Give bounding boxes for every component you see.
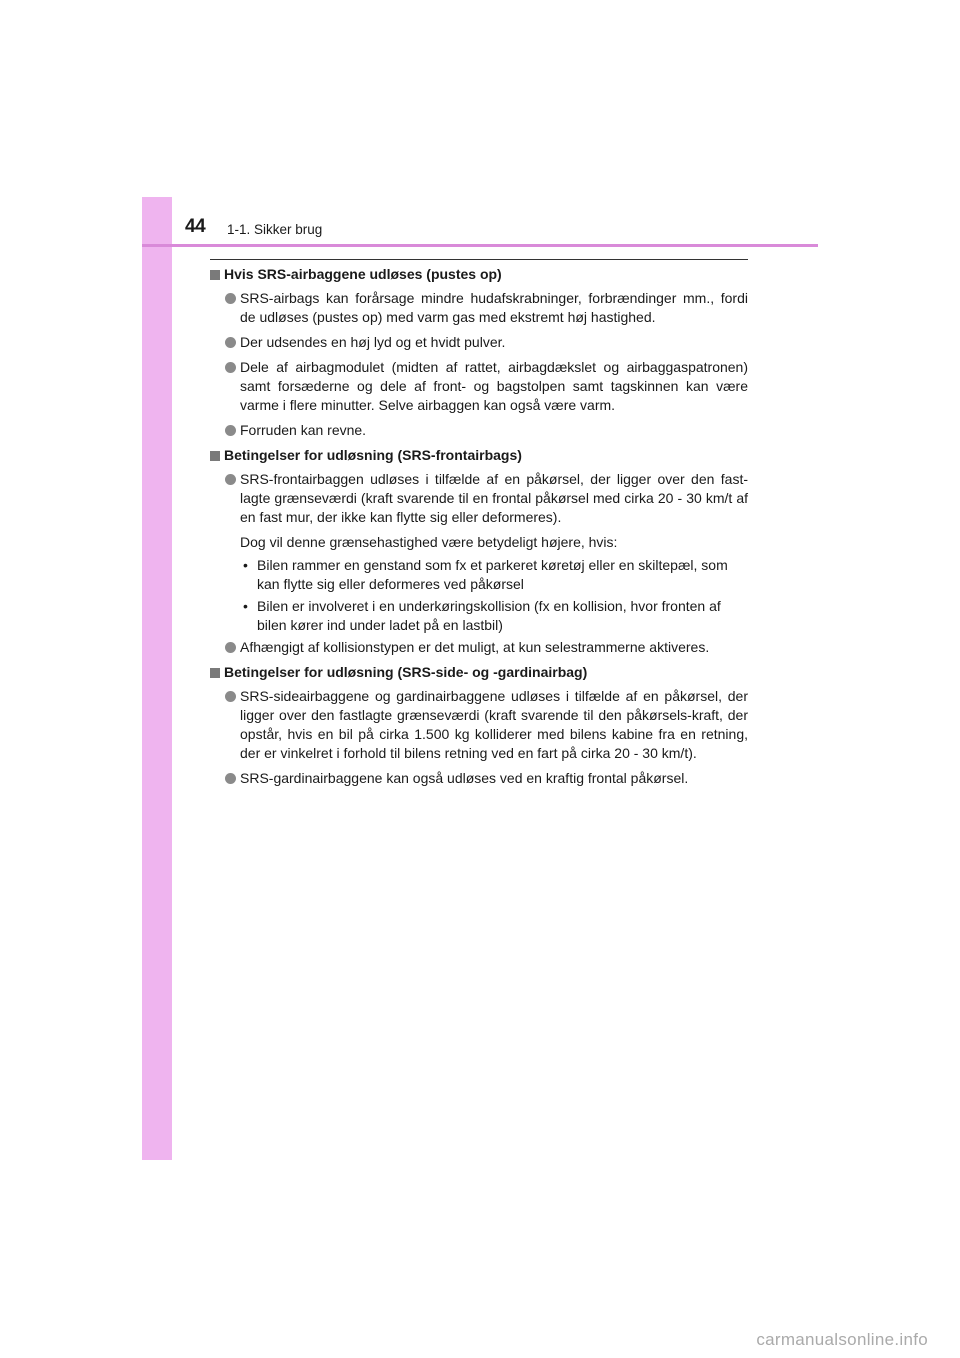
note-paragraph: Dog vil denne grænsehastighed være betydeligt højere, hvis: <box>240 534 618 550</box>
item-text: SRS-airbags kan forårsage mindre hudafskrabninger, forbrændinger mm., fordi de udløses (pustes op) med varm gas med ekstremt høj hastighed. <box>240 290 748 325</box>
item-text: SRS-frontairbaggen udløses i tilfælde af en påkørsel, der ligger over den fast-lagte grænseværdi (kraft svarende til en frontal påkørsel med cirka 20 - 30 km/t af en fast mur, der ikke kan flytte sig eller deformeres). <box>240 471 748 525</box>
list-item <box>210 333 748 352</box>
heading-text: Betingelser for udløsning (SRS-frontairbags) <box>224 447 522 463</box>
header-divider <box>142 244 818 247</box>
circle-bullet-icon <box>225 425 236 436</box>
item-text: Afhængigt af kollisionstypen er det muligt, at kun selestrammerne aktiveres. <box>240 639 710 655</box>
list-item <box>210 421 748 440</box>
page-content <box>210 265 748 794</box>
list-item <box>210 358 748 415</box>
circle-bullet-icon <box>225 337 236 348</box>
section-title: 1-1. Sikker brug <box>227 222 323 237</box>
page-number: 44 <box>185 216 206 237</box>
heading-text: Betingelser for udløsning (SRS-side- og -gardinairbag) <box>224 664 588 680</box>
heading-front-airbag-conditions <box>210 446 748 465</box>
circle-bullet-icon <box>225 642 236 653</box>
sub-list-item <box>210 556 748 594</box>
heading-side-airbag-conditions <box>210 663 748 682</box>
item-text: Dele af airbagmodulet (midten af rattet, airbagdækslet og airbaggaspatronen) samt forsæderne og dele af front- og bagstolpen samt tagskinnen kan være varme i flere minutter. Selve airbaggen kan også være varm. <box>240 359 748 413</box>
item-text: SRS-gardinairbaggene kan også udløses ved en kraftig frontal påkørsel. <box>240 770 689 786</box>
list-item <box>210 687 748 763</box>
circle-bullet-icon <box>225 293 236 304</box>
heading-text: Hvis SRS-airbaggene udløses (pustes op) <box>224 266 502 282</box>
item-text: SRS-sideairbaggene og gardinairbaggene udløses i tilfælde af en påkørsel, der ligger over den fastlagte grænseværdi (kraft svarende til den påkørsels-kraft, der opstår, hvis en bil på cirka 1.500 kg kolliderer med bilens kabine fra en retning, der er vinkelret i forhold til bilens retning ved en fart på cirka 20 - 30 km/t). <box>240 688 748 761</box>
square-bullet-icon <box>210 668 220 678</box>
sub-item-text: Bilen er involveret i en underkøringskollision (fx en kollision, hvor fronten af bilen kører ind under ladet på en lastbil) <box>257 598 721 633</box>
list-item <box>210 470 748 527</box>
watermark-text: carmanualsonline.info <box>756 1330 928 1349</box>
circle-bullet-icon <box>225 474 236 485</box>
square-bullet-icon <box>210 451 220 461</box>
sub-item-text: Bilen rammer en genstand som fx et parkeret køretøj eller en skiltepæl, som kan flytte sig eller deformeres ved påkørsel <box>257 557 728 592</box>
heading-airbag-deployed <box>210 265 748 284</box>
circle-bullet-icon <box>225 691 236 702</box>
list-item <box>210 289 748 327</box>
dot-bullet-icon: • <box>243 598 248 614</box>
list-item <box>210 638 748 657</box>
circle-bullet-icon <box>225 773 236 784</box>
item-text: Der udsendes en høj lyd og et hvidt pulver. <box>240 334 506 350</box>
content-rule <box>210 259 748 260</box>
item-text: Forruden kan revne. <box>240 422 367 438</box>
dot-bullet-icon: • <box>243 557 248 573</box>
circle-bullet-icon <box>225 362 236 373</box>
chapter-tab-sidebar <box>142 197 172 1160</box>
square-bullet-icon <box>210 270 220 280</box>
list-item <box>210 769 748 788</box>
sub-list-item <box>210 597 748 635</box>
